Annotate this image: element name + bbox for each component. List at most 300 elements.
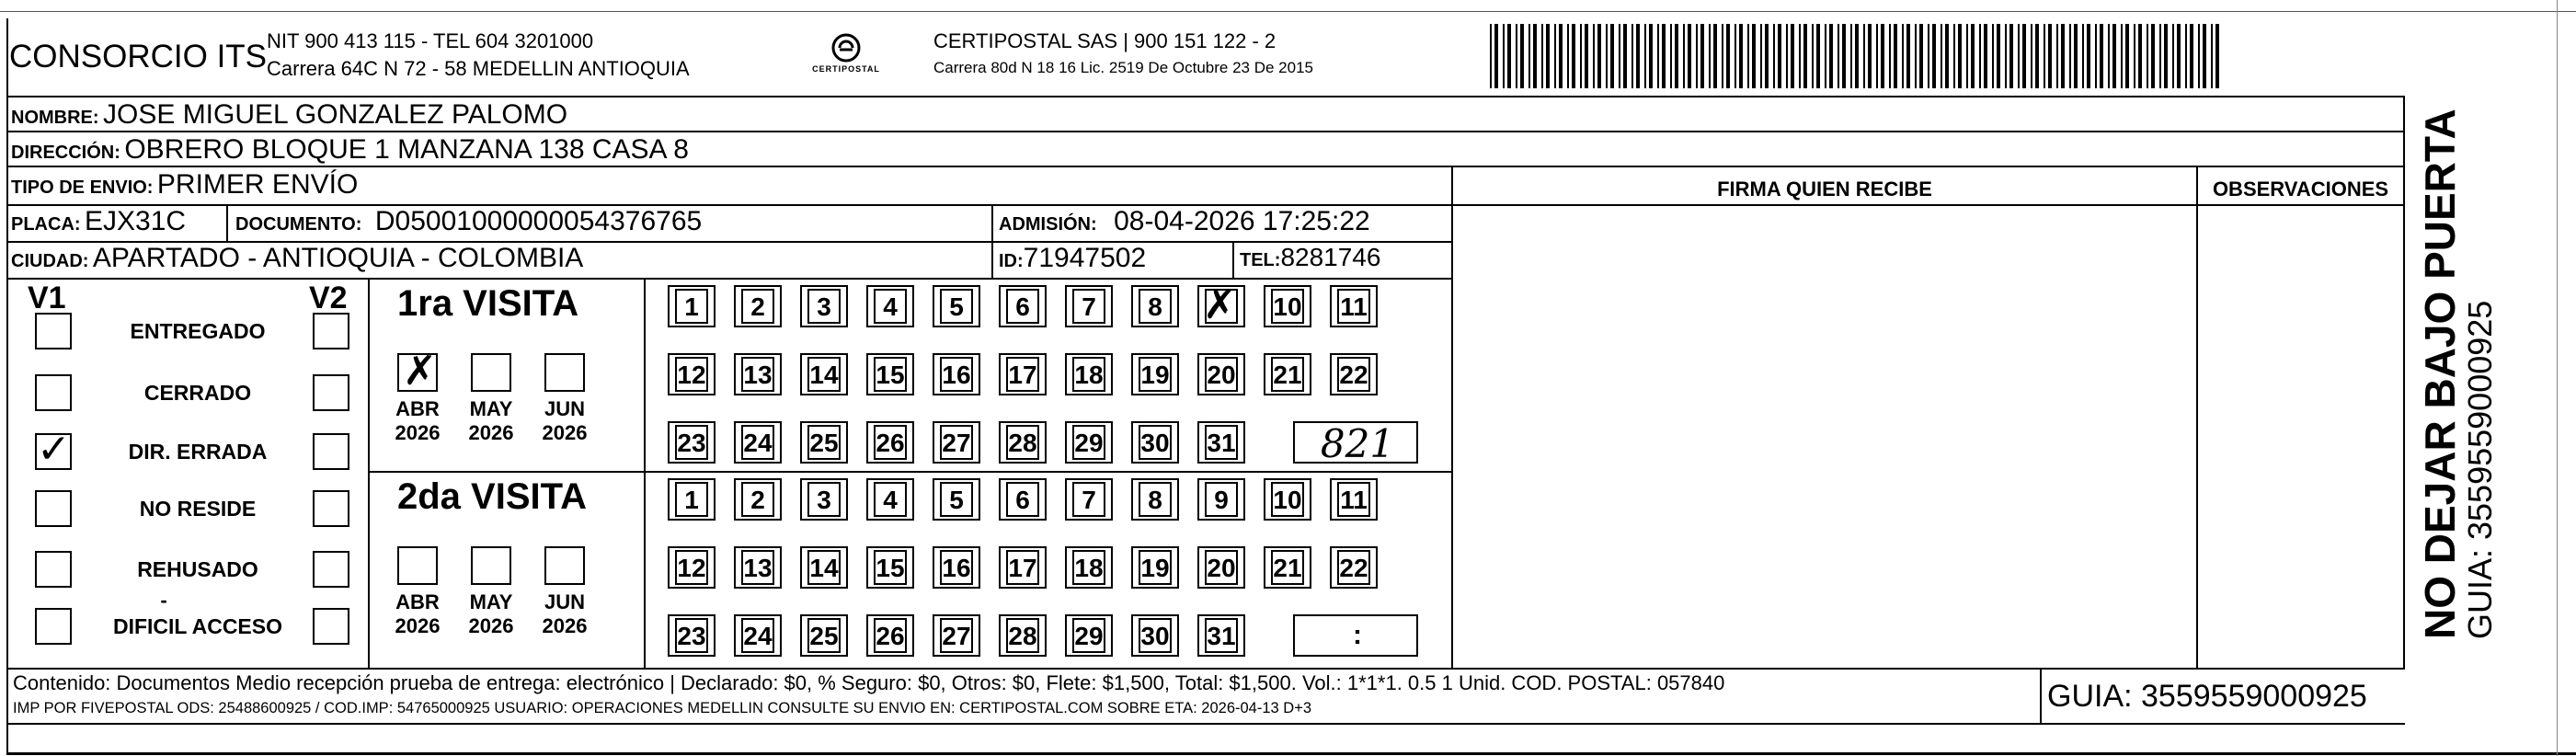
barcode-bar xyxy=(1623,24,1627,88)
barcode-bar xyxy=(1752,24,1756,88)
day-number: 31 xyxy=(1207,429,1236,457)
day-number: 9 xyxy=(1214,486,1229,514)
status-option-label: NO RESIDE xyxy=(139,497,257,521)
day-box[interactable] xyxy=(999,614,1047,657)
day-number: 7 xyxy=(1082,486,1096,514)
courier-address: Carrera 80d N 18 16 Lic. 2519 De Octubre 23 De 2015 xyxy=(933,59,1313,76)
day-box[interactable] xyxy=(999,478,1047,521)
barcode-bar xyxy=(1812,24,1814,88)
day-box[interactable] xyxy=(1065,614,1113,657)
barcode-bar xyxy=(1803,24,1807,88)
barcode-bar xyxy=(1855,24,1859,88)
day-number: 4 xyxy=(883,486,898,514)
recipient-name: JOSE MIGUEL GONZALEZ PALOMO xyxy=(103,99,568,130)
barcode-bar xyxy=(1842,24,1846,88)
day-box[interactable] xyxy=(999,546,1047,589)
day-number: 4 xyxy=(883,292,898,321)
day-box[interactable] xyxy=(1065,421,1113,464)
id-label: ID: xyxy=(999,251,1024,271)
city-label: CIUDAD: xyxy=(11,251,89,271)
day-box[interactable] xyxy=(668,421,716,464)
month-checkbox[interactable] xyxy=(471,353,511,392)
day-number: 29 xyxy=(1074,622,1104,650)
barcode-bar xyxy=(1979,24,1981,88)
day-number: 27 xyxy=(942,429,971,457)
document-field xyxy=(235,206,702,237)
day-box[interactable] xyxy=(866,478,914,521)
observations-header: OBSERVACIONES xyxy=(2212,178,2389,200)
day-box[interactable] xyxy=(668,353,716,395)
day-box[interactable] xyxy=(1264,353,1311,395)
day-number: 10 xyxy=(1273,486,1302,514)
barcode-bar xyxy=(1825,24,1826,88)
barcode-bar xyxy=(1670,24,1672,88)
barcode-bar xyxy=(2061,24,2065,88)
day-box[interactable] xyxy=(866,285,914,327)
day-box[interactable] xyxy=(1330,353,1378,395)
barcode-bar xyxy=(2138,24,2142,88)
barcode-bar xyxy=(1688,24,1691,88)
barcode-bar xyxy=(2069,24,2071,88)
day-box[interactable] xyxy=(1197,478,1245,521)
day-number: 19 xyxy=(1140,554,1170,582)
document-label: DOCUMENTO: xyxy=(235,214,362,235)
ship-type-label: TIPO DE ENVIO: xyxy=(11,178,154,198)
barcode-bar xyxy=(1992,24,1994,88)
barcode-bar xyxy=(1585,24,1588,88)
barcode-bar xyxy=(2172,24,2174,88)
day-number: 31 xyxy=(1207,622,1236,650)
barcode-bar xyxy=(1696,24,1698,88)
day-number: 12 xyxy=(677,361,706,389)
barcode-bar xyxy=(1726,24,1730,88)
day-box[interactable] xyxy=(866,421,914,464)
barcode-bar xyxy=(2074,24,2078,88)
address-label: DIRECCIÓN: xyxy=(11,143,120,163)
barcode-bar xyxy=(2009,24,2013,88)
day-number: 24 xyxy=(743,622,773,650)
address-row xyxy=(11,134,689,166)
barcode-bar xyxy=(1597,24,1601,88)
day-number: 25 xyxy=(809,429,839,457)
day-number: 11 xyxy=(1340,486,1368,514)
barcode-bar xyxy=(1941,24,1942,88)
document-value: D05001000000054376765 xyxy=(374,206,703,236)
day-box[interactable] xyxy=(1131,353,1179,395)
barcode-bar xyxy=(1863,24,1865,88)
v2-checkbox[interactable] xyxy=(313,551,349,588)
day-box[interactable] xyxy=(734,546,782,589)
day-box[interactable] xyxy=(866,353,914,395)
day-box[interactable] xyxy=(800,614,848,657)
barcode-bar xyxy=(2056,24,2058,88)
day-number: 21 xyxy=(1273,554,1302,582)
day-number: 16 xyxy=(942,554,971,582)
day-box[interactable] xyxy=(1065,546,1113,589)
city-value: APARTADO - ANTIOQUIA - COLOMBIA xyxy=(92,243,584,273)
barcode-bar xyxy=(2035,24,2039,88)
barcode-bar xyxy=(1915,24,1917,88)
month-checkbox[interactable] xyxy=(544,353,585,392)
barcode-bar xyxy=(1786,24,1788,88)
day-box[interactable] xyxy=(933,353,980,395)
v2-checkbox[interactable] xyxy=(313,374,349,411)
admission-field xyxy=(999,206,1370,237)
barcode-bar xyxy=(1507,24,1511,88)
barcode-bar xyxy=(2203,24,2206,88)
day-number: 23 xyxy=(677,622,706,650)
barcode-bar xyxy=(2164,24,2168,88)
day-box[interactable] xyxy=(933,421,980,464)
status-option-label: DIR. ERRADA xyxy=(128,440,268,464)
barcode-bar xyxy=(2134,24,2135,88)
day-box[interactable] xyxy=(1197,614,1245,657)
barcode-bar xyxy=(1528,24,1530,88)
day-box[interactable] xyxy=(1197,421,1245,464)
barcode-bar xyxy=(1541,24,1543,88)
handwritten-time: 821 xyxy=(1320,421,1395,466)
day-box[interactable] xyxy=(1131,614,1179,657)
barcode-bar xyxy=(2100,24,2103,88)
barcode-bar xyxy=(1932,24,1936,88)
day-number: 15 xyxy=(876,361,905,389)
day-number: 5 xyxy=(949,486,964,514)
barcode-bar xyxy=(1765,24,1769,88)
status-option-label: ENTREGADO xyxy=(130,319,266,343)
barcode-bar xyxy=(2159,24,2161,88)
barcode-bar xyxy=(1593,24,1595,88)
day-box[interactable] xyxy=(1065,353,1113,395)
barcode-bar xyxy=(2087,24,2090,88)
status-option-label: CERRADO xyxy=(143,381,252,405)
signature-header: FIRMA QUIEN RECIBE xyxy=(1717,178,1932,200)
tel-field xyxy=(1240,243,1380,272)
barcode-bar xyxy=(1906,24,1910,88)
barcode-bar xyxy=(1533,24,1537,88)
time-placeholder: : xyxy=(1353,620,1362,650)
side-guia-text: GUIA: 3559559000925 xyxy=(2461,300,2499,639)
month-checkbox[interactable] xyxy=(471,546,511,585)
day-number: 13 xyxy=(743,554,773,582)
v1-checkbox[interactable] xyxy=(35,426,72,473)
v1-checkbox[interactable] xyxy=(35,608,72,645)
barcode-bar xyxy=(2018,24,2020,88)
id-value: 71947502 xyxy=(1023,243,1147,273)
day-number: 1 xyxy=(684,292,699,321)
barcode-bar xyxy=(2095,24,2097,88)
month-label: ABR 2026 xyxy=(395,590,441,637)
barcode-bar xyxy=(1816,24,1820,88)
day-number: 15 xyxy=(876,554,905,582)
ship-type-row xyxy=(11,169,358,200)
barcode-bar xyxy=(1636,24,1640,88)
barcode-bar xyxy=(1881,24,1884,88)
day-box[interactable] xyxy=(734,421,782,464)
barcode-bar xyxy=(1876,24,1878,88)
day-box[interactable] xyxy=(1131,421,1179,464)
courier-name: CERTIPOSTAL SAS | 900 151 122 - 2 xyxy=(933,29,1277,52)
day-number: 27 xyxy=(942,622,971,650)
barcode-bar xyxy=(1516,24,1517,88)
barcode-bar xyxy=(1567,24,1569,88)
barcode-bar xyxy=(1971,24,1975,88)
day-number: 3 xyxy=(817,486,831,514)
plate-field xyxy=(11,206,186,237)
barcode-bar xyxy=(1546,24,1550,88)
barcode-bar xyxy=(2005,24,2007,88)
barcode-bar xyxy=(1713,24,1717,88)
barcode-bar xyxy=(1997,24,2000,88)
v1-checkbox[interactable] xyxy=(35,490,72,527)
barcode-bar xyxy=(2215,24,2219,88)
barcode-bar xyxy=(2190,24,2193,88)
barcode-bar xyxy=(2112,24,2116,88)
barcode-bar xyxy=(1799,24,1801,88)
company-address: Carrera 64C N 72 - 58 MEDELLIN ANTIOQUIA xyxy=(267,57,690,80)
barcode-bar xyxy=(1984,24,1987,88)
day-number: 21 xyxy=(1273,361,1302,389)
barcode-bar xyxy=(1657,24,1659,88)
barcode-bar xyxy=(1945,24,1949,88)
barcode-bar xyxy=(2185,24,2187,88)
day-box[interactable] xyxy=(933,478,980,521)
day-box[interactable] xyxy=(668,546,716,589)
v2-checkbox[interactable] xyxy=(313,608,349,645)
company-nit: NIT 900 413 115 - TEL 604 3201000 xyxy=(267,29,594,52)
v1-checkbox[interactable] xyxy=(35,551,72,588)
v2-checkbox[interactable] xyxy=(313,490,349,527)
tel-label: TEL: xyxy=(1240,250,1281,270)
month-label: JUN 2026 xyxy=(542,397,588,444)
day-number: 17 xyxy=(1008,554,1037,582)
barcode-bar xyxy=(1490,24,1492,88)
v1-checkbox[interactable] xyxy=(35,374,72,411)
company-name: CONSORCIO ITS xyxy=(9,39,268,74)
day-number: 16 xyxy=(942,361,971,389)
day-box[interactable] xyxy=(1264,546,1311,589)
barcode-bar xyxy=(1606,24,1608,88)
day-box[interactable] xyxy=(1197,546,1245,589)
barcode-bar xyxy=(1735,24,1736,88)
barcode-bar xyxy=(2022,24,2026,88)
month-checkbox[interactable] xyxy=(544,546,585,585)
day-number: 28 xyxy=(1008,622,1037,650)
day-number: 29 xyxy=(1074,429,1104,457)
month-label: MAY 2026 xyxy=(468,397,514,444)
day-box[interactable] xyxy=(734,478,782,521)
day-box[interactable] xyxy=(668,285,716,327)
barcode xyxy=(1490,24,2226,88)
day-number: 14 xyxy=(809,554,839,582)
name-label: NOMBRE: xyxy=(11,108,99,128)
barcode-bar xyxy=(2147,24,2148,88)
day-box[interactable] xyxy=(1131,546,1179,589)
day-box[interactable] xyxy=(668,614,716,657)
barcode-bar xyxy=(1619,24,1620,88)
status-option-label: DIFICIL ACCESO xyxy=(112,614,282,638)
barcode-bar xyxy=(1520,24,1524,88)
month-label: MAY 2026 xyxy=(468,590,514,637)
day-number: 6 xyxy=(1015,292,1030,321)
barcode-bar xyxy=(1494,24,1498,88)
day-box[interactable] xyxy=(734,285,782,327)
day-number: 17 xyxy=(1008,361,1037,389)
day-box[interactable] xyxy=(1197,281,1245,328)
day-number: 28 xyxy=(1008,429,1037,457)
day-box[interactable] xyxy=(800,353,848,395)
day-box[interactable] xyxy=(1330,478,1378,521)
recipient-address: OBRERO BLOQUE 1 MANZANA 138 CASA 8 xyxy=(124,134,689,165)
day-box[interactable] xyxy=(866,614,914,657)
cross-mark-icon: ✗ xyxy=(403,348,437,395)
admission-label: ADMISIÓN: xyxy=(999,214,1097,235)
id-field xyxy=(999,243,1146,274)
day-box[interactable] xyxy=(734,614,782,657)
check-mark-icon: ✓ xyxy=(37,426,71,473)
barcode-bar xyxy=(2121,24,2123,88)
day-number: 2 xyxy=(750,292,765,321)
footer-content: Contenido: Documentos Medio recepción prueba de entrega: electrónico | Declarado: $0, % Seguro: $0, Otros: $0, Flete: $1,500, Total: $1,500. Vol.: 1*1*1. 0.5 1 Unid. COD. POSTAL: 057840 xyxy=(13,671,1725,694)
barcode-bar xyxy=(1966,24,1968,88)
plate-label: PLACA: xyxy=(11,214,81,235)
barcode-bar xyxy=(1559,24,1563,88)
day-box[interactable] xyxy=(933,546,980,589)
certipostal-logo-icon xyxy=(809,29,883,85)
month-label: JUN 2026 xyxy=(542,590,588,637)
barcode-bar xyxy=(1778,24,1781,88)
day-box[interactable] xyxy=(933,285,980,327)
day-number: 20 xyxy=(1207,361,1236,389)
day-box[interactable] xyxy=(1131,285,1179,327)
barcode-bar xyxy=(1919,24,1923,88)
barcode-bar xyxy=(1572,24,1575,88)
month-checkbox[interactable] xyxy=(397,546,438,585)
barcode-bar xyxy=(2048,24,2052,88)
barcode-bar xyxy=(1739,24,1743,88)
barcode-bar xyxy=(1649,24,1653,88)
no-dejar-text: NO DEJAR BAJO PUERTA xyxy=(2416,109,2464,639)
day-box[interactable] xyxy=(1330,546,1378,589)
time-box[interactable] xyxy=(1293,614,1418,657)
barcode-bar xyxy=(1894,24,1897,88)
barcode-bar xyxy=(1829,24,1833,88)
day-number: 24 xyxy=(743,429,773,457)
barcode-bar xyxy=(1610,24,1614,88)
footer-guia: GUIA: 3559559000925 xyxy=(2047,679,2367,714)
day-box[interactable] xyxy=(800,478,848,521)
day-number: 25 xyxy=(809,622,839,650)
barcode-bar xyxy=(1683,24,1685,88)
barcode-bar xyxy=(2177,24,2181,88)
day-box[interactable] xyxy=(1330,285,1378,327)
name-row xyxy=(11,99,567,131)
day-number: 18 xyxy=(1074,554,1104,582)
barcode-bar xyxy=(1675,24,1678,88)
barcode-bar xyxy=(1631,24,1633,88)
day-box[interactable] xyxy=(1065,285,1113,327)
v1-checkbox[interactable] xyxy=(35,313,72,349)
day-number: 1 xyxy=(684,486,699,514)
day-box[interactable] xyxy=(1264,478,1311,521)
ship-type: PRIMER ENVÍO xyxy=(156,169,359,200)
day-box[interactable] xyxy=(1065,478,1113,521)
barcode-bar xyxy=(1791,24,1794,88)
day-box[interactable] xyxy=(999,285,1047,327)
day-number: 22 xyxy=(1339,554,1368,582)
tel-value: 8281746 xyxy=(1280,243,1381,271)
day-number: 10 xyxy=(1273,292,1302,321)
day-number: 18 xyxy=(1074,361,1104,389)
barcode-bar xyxy=(1580,24,1582,88)
barcode-bar xyxy=(2082,24,2084,88)
day-number: 26 xyxy=(876,622,905,650)
barcode-bar xyxy=(1554,24,1556,88)
day-box[interactable] xyxy=(668,478,716,521)
day-box[interactable] xyxy=(866,546,914,589)
day-number: 19 xyxy=(1140,361,1170,389)
dash-mark: - xyxy=(160,589,167,612)
status-option-label: REHUSADO xyxy=(137,557,258,581)
day-box[interactable] xyxy=(999,353,1047,395)
cross-mark-icon: ✗ xyxy=(1203,281,1237,328)
v2-checkbox[interactable] xyxy=(313,433,349,470)
day-number: 7 xyxy=(1082,292,1096,321)
month-checkbox[interactable] xyxy=(397,348,438,395)
day-number: 23 xyxy=(677,429,706,457)
day-number: 30 xyxy=(1140,622,1170,650)
barcode-bar xyxy=(1722,24,1723,88)
barcode-bar xyxy=(1747,24,1749,88)
day-number: 20 xyxy=(1207,554,1236,582)
day-number: 11 xyxy=(1340,292,1368,321)
day-box[interactable] xyxy=(1131,478,1179,521)
day-number: 8 xyxy=(1148,486,1162,514)
day-number: 30 xyxy=(1140,429,1170,457)
side-warning xyxy=(2415,109,2500,639)
barcode-bar xyxy=(2151,24,2155,88)
barcode-bar xyxy=(1958,24,1962,88)
barcode-bar xyxy=(1838,24,1839,88)
day-box[interactable] xyxy=(800,546,848,589)
barcode-bar xyxy=(1850,24,1852,88)
month-label: ABR 2026 xyxy=(395,397,441,444)
admission-value: 08-04-2026 17:25:22 xyxy=(1114,206,1370,236)
barcode-bar xyxy=(1662,24,1666,88)
day-box[interactable] xyxy=(800,421,848,464)
footer-print-info: IMP POR FIVEPOSTAL ODS: 25488600925 / COD.IMP: 54765000925 USUARIO: OPERACIONES MEDELLIN CONSULTE SU ENVIO EN: CERTIPOSTAL.COM SOBRE ETA: 2026-04-13 D+3 xyxy=(13,700,1312,716)
barcode-bar xyxy=(1644,24,1646,88)
day-box[interactable] xyxy=(1197,353,1245,395)
day-box[interactable] xyxy=(734,353,782,395)
day-number: 26 xyxy=(876,429,905,457)
barcode-bar xyxy=(1709,24,1711,88)
barcode-bar xyxy=(2031,24,2032,88)
day-box[interactable] xyxy=(1264,285,1311,327)
day-box[interactable] xyxy=(933,614,980,657)
barcode-bar xyxy=(1953,24,1955,88)
day-box[interactable] xyxy=(800,285,848,327)
day-number: 22 xyxy=(1339,361,1368,389)
barcode-bar xyxy=(1889,24,1891,88)
day-number: 2 xyxy=(750,486,765,514)
time-box[interactable] xyxy=(1293,421,1418,464)
barcode-bar xyxy=(2125,24,2129,88)
barcode-bar xyxy=(1902,24,1904,88)
barcode-bar xyxy=(1700,24,1704,88)
v2-checkbox[interactable] xyxy=(313,313,349,349)
barcode-bar xyxy=(1868,24,1872,88)
day-box[interactable] xyxy=(999,421,1047,464)
